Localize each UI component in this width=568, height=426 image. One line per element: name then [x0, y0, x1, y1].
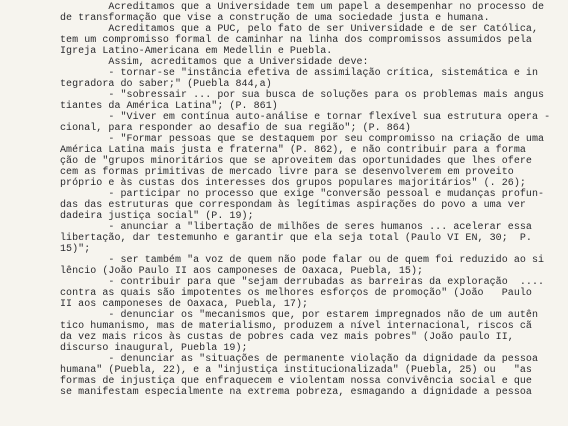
text-line: - ser também "a voz de quem não pode falar ou de quem foi reduzido ao si	[60, 255, 545, 266]
text-line: tico humanismo, mas de materialismo, produzem a nível internacional, riscos cã	[60, 321, 532, 332]
text-line: Acreditamos que a Universidade tem um papel a desempenhar no processo de	[60, 2, 545, 13]
text-line: tegradora do saber;" (Puebla 844,a)	[60, 79, 272, 90]
text-line: - denunciar os "mecanismos que, por estarem impregnados não de um autên	[60, 310, 539, 321]
text-line: formas de injustiça que enfraquecem e violentam nossa convivência social e que	[60, 376, 532, 387]
text-line: - participar no processo que exige "conversão pessoal e mudanças profun-	[60, 189, 545, 200]
text-line: - tornar-se "instância efetiva de assimilação crítica, sistemática e in	[60, 68, 539, 79]
text-line: - "Formar pessoas que se destaquem por seu compromisso na criação de uma	[60, 134, 545, 145]
text-line: dadeira justiça social" (P. 19);	[60, 211, 254, 222]
text-line: discurso inaugural, Puebla 19);	[60, 343, 248, 354]
text-line: América Latina mais justa e fraterna" (P. 862), e não contribuir para a forma	[60, 145, 526, 156]
text-line: - contribuir para que "sejam derrubadas as barreiras da exploração ....	[60, 277, 545, 288]
text-line: se manifestam especialmente na extrema pobreza, esmagando a dignidade a pessoa	[60, 387, 532, 398]
text-line: próprio e às custas dos interesses dos grupos populares majoritários" (. 26);	[60, 178, 526, 189]
text-line: ção de "grupos minoritários que se aproveitem das oportunidades que lhes ofere	[60, 156, 532, 167]
text-line: - "Viver em contínua auto-análise e tornar flexível sua estrutura opera -	[60, 112, 551, 123]
text-line: libertação, dar testemunho e garantir que ela seja total (Paulo VI EN, 30; P.	[60, 233, 532, 244]
text-line: cem as formas primitivas de mercado livre para se desenvolverem em proveito	[60, 167, 514, 178]
text-line: tiantes da América Latina"; (P. 861)	[60, 101, 278, 112]
text-line: cional, para responder ao desafio de sua região"; (P. 864)	[60, 123, 411, 134]
text-line: - denunciar as "situações de permanente violação da dignidade da pessoa	[60, 354, 539, 365]
text-line: das das estruturas que correspondam às legítimas aspirações do povo a uma ver	[60, 200, 526, 211]
text-line: Acreditamos que a PUC, pelo fato de ser Universidade e de ser Católica,	[60, 24, 539, 35]
text-line: lêncio (João Paulo II aos camponeses de Oaxaca, Puebla, 15);	[60, 266, 424, 277]
text-line: tem um compromisso formal de caminhar na linha dos compromissos assumidos pela	[60, 35, 532, 46]
text-line: 15)";	[60, 244, 91, 255]
text-line: Assim, acreditamos que a Universidade deve:	[60, 57, 369, 68]
text-line: II aos camponeses de Oaxaca, Puebla, 17);	[60, 299, 309, 310]
text-line: de transformação que vise a construção de uma sociedade justa e humana.	[60, 13, 490, 24]
text-line: Igreja Latino-Americana em Medellin e Puebla.	[60, 46, 333, 57]
text-line: da vez mais ricos às custas de pobres cada vez mais pobres" (João paulo II,	[60, 332, 514, 343]
text-line: - anunciar a "libertação de milhões de seres humanos ... acelerar essa	[60, 222, 532, 233]
text-line: contra as quais são impotentes os melhores esforços de promoção" (João Paulo	[60, 288, 532, 299]
text-line: humana" (Puebla, 22), e a "injustiça institucionalizada" (Puebla, 25) ou "as	[60, 365, 532, 376]
text-line: - "sobressair ... por sua busca de soluções para os problemas mais angus	[60, 90, 545, 101]
